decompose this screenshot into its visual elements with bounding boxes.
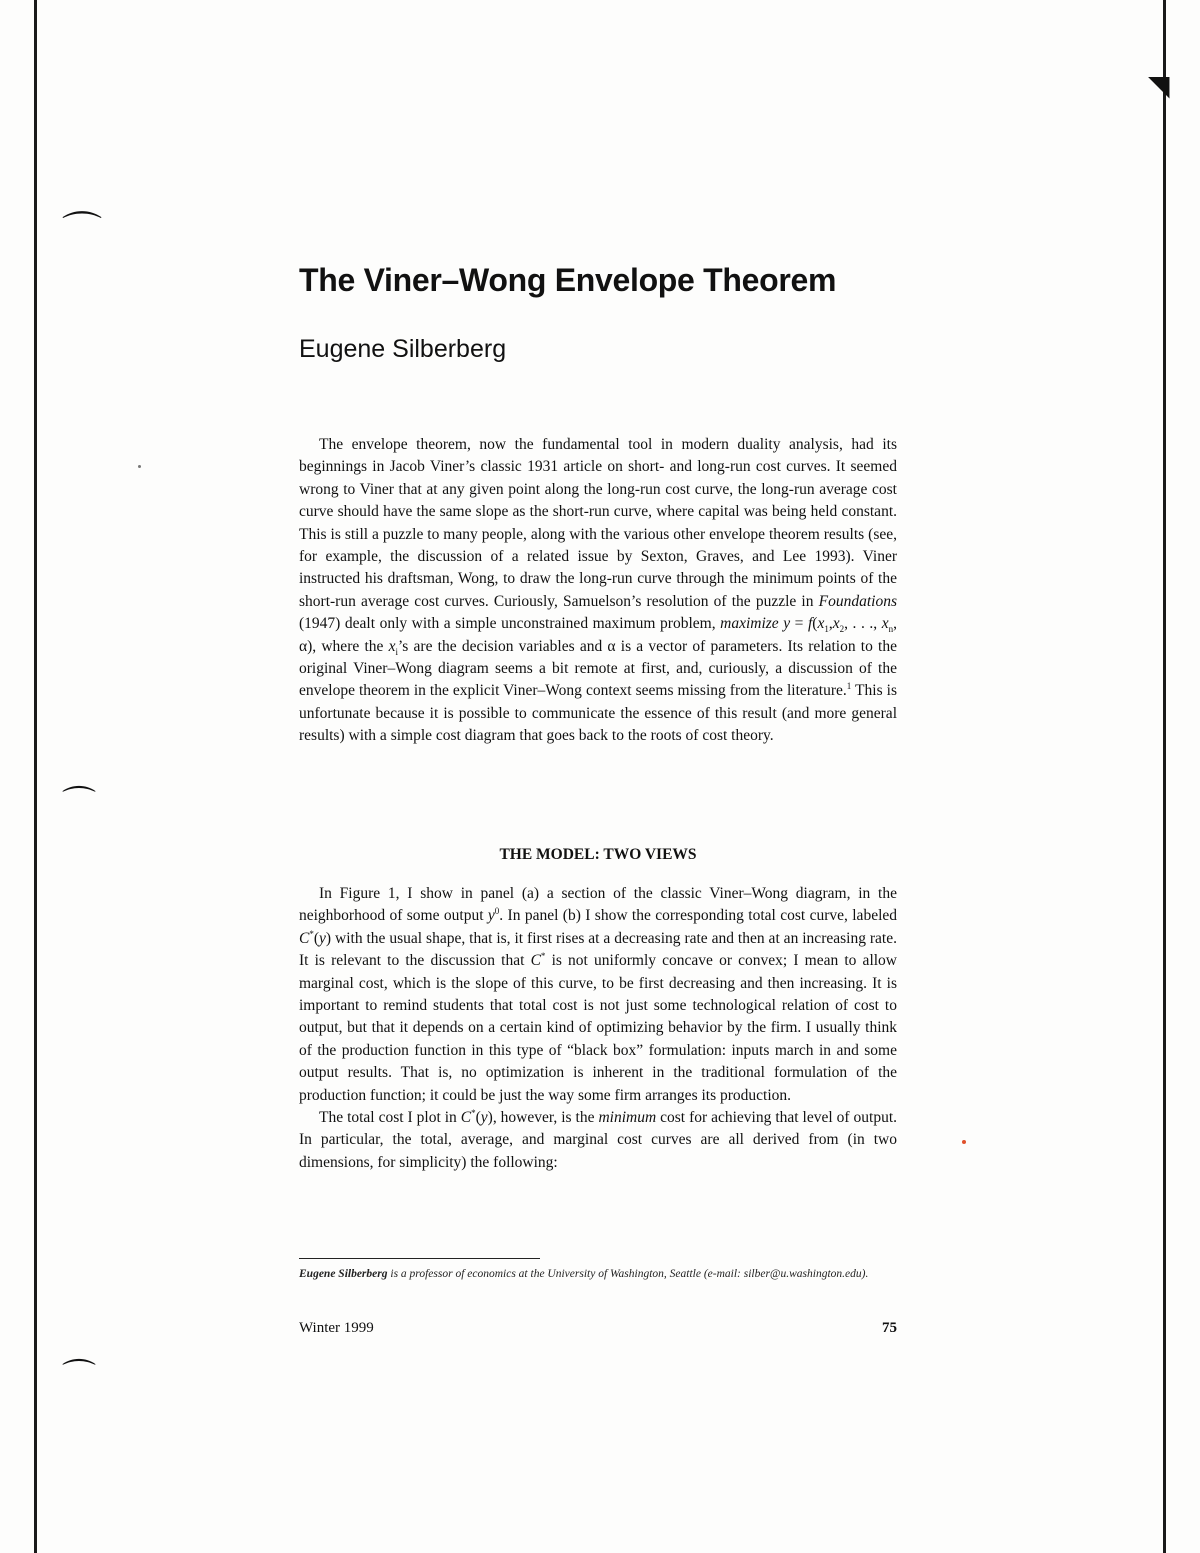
page-number: 75: [882, 1320, 897, 1336]
model-paragraph-1: In Figure 1, I show in panel (a) a section of the classic Viner–Wong diagram, in the neighborhood of some output $y^0$. In panel (b) I show the corresponding total cost curve, labeled C*(y) with the usual shape, that is, it first rises at a decreasing rate and then at an increasing rate. It is relevant to the discussion that C* is not uniformly concave or convex; I mean to allow marginal cost, which is the slope of this curve, to be first decreasing and then increasing. It is important to remind students that total cost is not just some technological relation of cost to output, but that it depends on a certain kind of optimizing behavior by the firm. I usually think of the production function in this type of “black box” formulation: inputs march in and some output results. That is, no optimization is inherent in the traditional formulation of the production function; it could be just the way some firm arranges its production.: [299, 885, 898, 1104]
model-paragraph-2: The total cost I plot in C*(y), however, is the minimum cost for achieving that level of output. In particular, the total, average, and marginal cost curves are all derived from (in two dimensions, for simplicity) the following:: [299, 1107, 897, 1171]
page-left-edge: [34, 0, 37, 1553]
binder-hole-mark-1: ⌒: [62, 209, 102, 255]
journal-issue: Winter 1999: [299, 1320, 374, 1336]
author-footnote: Eugene Silberberg is a professor of economics at the University of Washington, Seattle (e-mail: silber@u.washington.edu).: [299, 1268, 869, 1280]
scan-dot: [138, 465, 141, 468]
article-title: The Viner–Wong Envelope Theorem: [299, 262, 837, 298]
article-author: Eugene Silberberg: [299, 335, 507, 363]
footnote-ref-1: 1: [846, 681, 852, 692]
footnote-divider: [299, 1258, 540, 1259]
model-paragraphs: [299, 883, 897, 1174]
binder-hole-mark-3: ⌒: [62, 1357, 96, 1397]
corner-fold-mark: ◥: [1148, 69, 1170, 102]
intro-paragraph: The envelope theorem, now the fundamental tool in modern duality analysis, had its beginnings in Jacob Viner’s classic 1931 article on short- and long-run cost curves. It seemed wrong to Viner that at any given point along the long-run cost curve, the long-run average cost curve should have the same slope as the short-run curve, where capital was being held constant. This is still a puzzle to many people, along with the various other envelope theorem results (see, for example, the discussion of a related issue by Sexton, Graves, and Lee 1993). Viner instructed his draftsman, Wong, to draw the long-run curve through the minimum points of the short-run average cost curves. Curiously, Samuelson’s resolution of the puzzle in Foundations (1947) dealt only with a simple unconstrained maximum problem, maximize $y = f(x_1,x_2$, . . ., $x_n$, α), where the $x_i’s$ are the decision variables and α is a vector of parameters. Its relation to the original Viner–Wong diagram seems a bit remote at first, and, curiously, a discussion of the envelope theorem in the explicit Viner–Wong context seems missing from the literature.$^1$ This is unfortunate because it is possible to communicate the essence of this result (and more general results) with a simple cost diagram that goes back to the roots of cost theory.: [299, 436, 897, 745]
binder-hole-mark-2: ⌒: [62, 784, 96, 824]
section-heading: THE MODEL: TWO VIEWS: [499, 846, 697, 863]
scan-speck: [962, 1140, 966, 1144]
page-right-edge: [1163, 0, 1166, 1553]
